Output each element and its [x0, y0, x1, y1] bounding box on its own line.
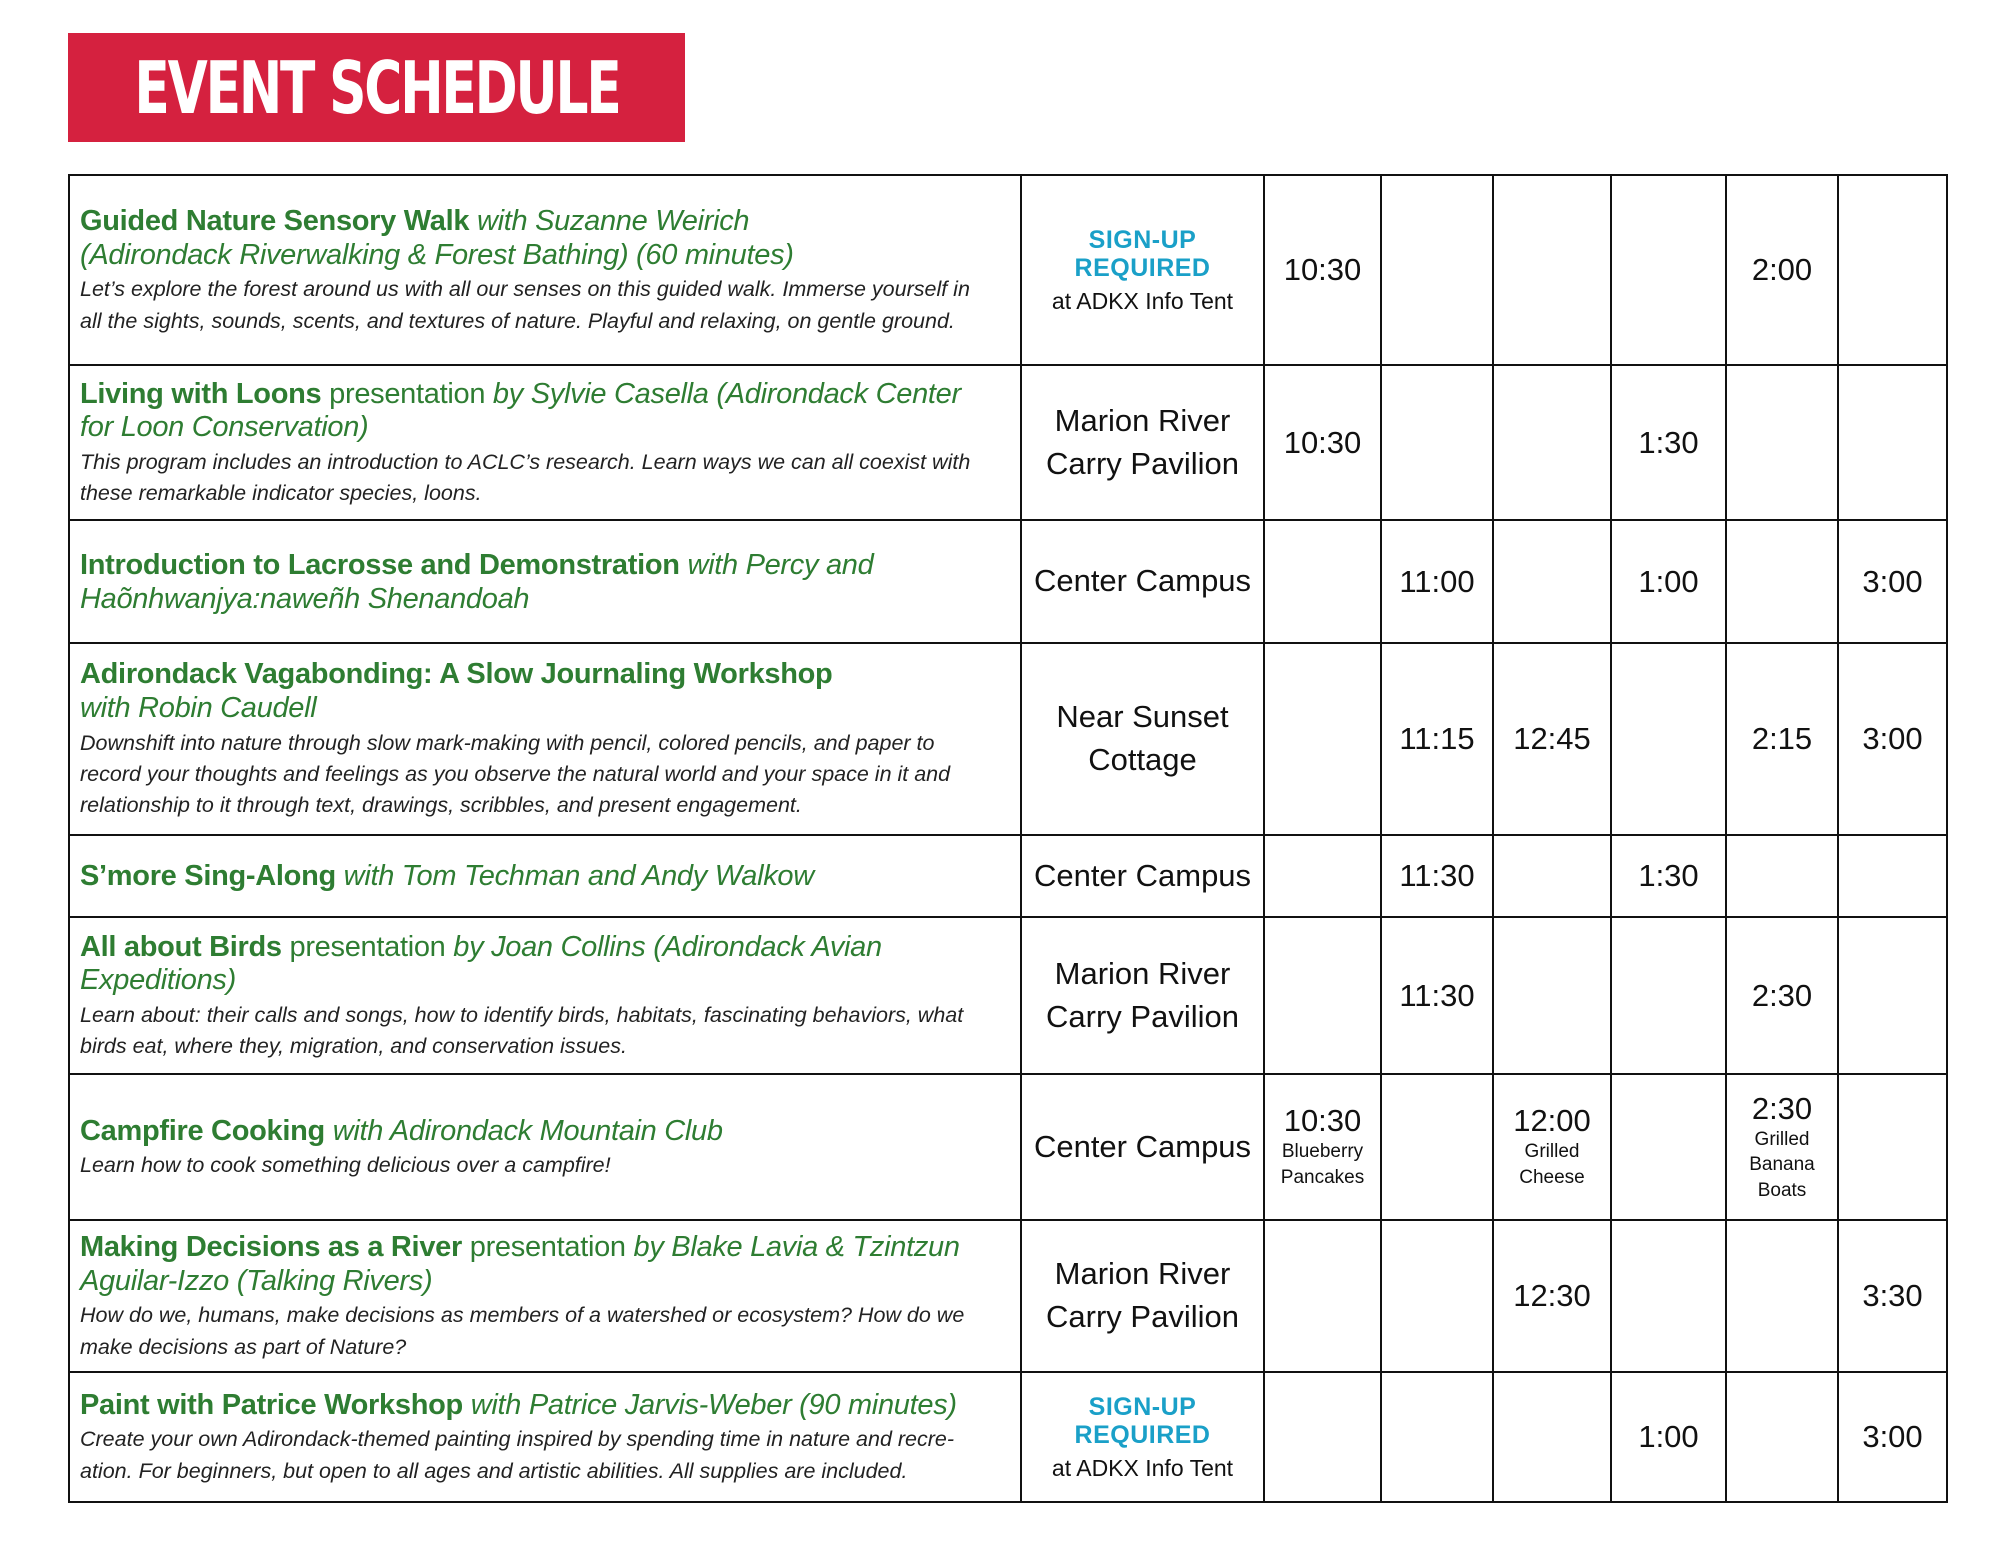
description-line: relationship to it through text, drawings, scribbles, and present engagement. [80, 793, 802, 818]
time-slot-cell [1611, 917, 1726, 1074]
event-title: All about Birds [80, 930, 282, 963]
time-slot-cell [1838, 365, 1947, 520]
event-row [69, 643, 1947, 835]
time-slot-cell [1264, 175, 1381, 365]
time-slot-cell [1726, 1220, 1838, 1372]
time-slot-note: Grilled [1524, 1141, 1580, 1163]
event-title-line [80, 692, 1008, 726]
time-slot-cell [1611, 520, 1726, 643]
event-host: with Suzanne Weirich [476, 205, 750, 237]
signup-required-badge: SIGN-UP [1088, 225, 1197, 254]
event-description-cell [69, 1074, 1021, 1220]
time-slot-note: Pancakes [1280, 1167, 1365, 1188]
time-slot-cell [1381, 1220, 1493, 1372]
time-slot-cell [1838, 175, 1947, 365]
time-slot-cell [1838, 1372, 1947, 1502]
event-location [1022, 696, 1263, 782]
time-slot: 3:00 [1862, 721, 1923, 756]
time-slot-cell [1838, 643, 1947, 835]
event-host: by Blake Lavia & Tzintzun [633, 1231, 960, 1263]
time-slot-cell [1264, 917, 1381, 1074]
time-slot: 3:00 [1862, 563, 1923, 599]
event-description [80, 728, 1008, 822]
time-slot: 3:00 [1862, 1419, 1923, 1454]
event-row [69, 1074, 1947, 1220]
location-line: Marion River [1054, 402, 1231, 438]
event-title: S’more Sing-Along [80, 860, 336, 893]
event-title-line [80, 239, 1008, 273]
time-slot: 12:45 [1513, 721, 1591, 756]
event-location [1022, 1126, 1263, 1169]
time-slot-cell [1493, 835, 1611, 917]
event-row [69, 1220, 1947, 1372]
time-slot-cell [1493, 1074, 1611, 1220]
event-location-cell [1021, 643, 1264, 835]
time-slot-cell [1611, 835, 1726, 917]
location-line: Marion River [1054, 955, 1231, 991]
time-slot-cell [1264, 1074, 1381, 1220]
time-slot: 12:30 [1513, 1278, 1591, 1313]
event-location-cell [1021, 917, 1264, 1074]
time-slot-cell [1493, 520, 1611, 643]
description-line: ation. For beginners, but open to all ages and artistic abilities. All supplies are included. [80, 1458, 908, 1483]
description-line: Create your own Adirondack-themed painting inspired by spending time in nature and recre- [80, 1427, 955, 1452]
event-location-cell [1021, 1074, 1264, 1220]
event-title-line [80, 931, 1008, 965]
description-line: Learn how to cook something delicious over a campfire! [80, 1153, 611, 1178]
time-slot-cell [1611, 1220, 1726, 1372]
event-description [80, 1150, 1008, 1181]
time-slot-cell [1726, 520, 1838, 643]
event-location-cell [1021, 175, 1264, 365]
event-description-cell [69, 643, 1021, 835]
event-title: Paint with Patrice Workshop [80, 1388, 463, 1421]
time-slot-cell [1493, 365, 1611, 520]
event-description-cell [69, 835, 1021, 917]
description-line: these remarkable indicator species, loons. [80, 481, 482, 506]
event-host-continued: Expeditions) [80, 964, 236, 997]
event-host-continued: for Loon Conservation) [80, 411, 369, 444]
time-slot-cell [1493, 175, 1611, 365]
time-slot-cell [1726, 365, 1838, 520]
time-slot: 1:00 [1638, 1419, 1699, 1454]
time-slot-cell [1611, 643, 1726, 835]
location-line: Marion River [1054, 1256, 1231, 1292]
signup-location: at ADKX Info Tent [1051, 287, 1234, 314]
time-slot: 1:30 [1638, 858, 1699, 893]
time-slot-cell [1726, 643, 1838, 835]
time-slot-cell [1264, 1372, 1381, 1502]
time-slot: 11:00 [1399, 563, 1475, 599]
event-description-cell [69, 1372, 1021, 1502]
time-slot: 11:15 [1399, 721, 1475, 756]
event-row [69, 835, 1947, 917]
time-slot-cell [1264, 835, 1381, 917]
schedule-table [68, 174, 1948, 1503]
description-line: This program includes an introduction to ACLC’s research. Learn ways we can all coexist with [80, 449, 971, 474]
time-slot: 12:00 [1513, 1103, 1591, 1139]
time-slot: 1:00 [1638, 563, 1699, 599]
event-host-continued: (Adirondack Riverwalking & Forest Bathing) (60 minutes) [80, 238, 794, 271]
time-slot: 2:15 [1751, 721, 1813, 756]
time-slot-cell [1381, 1372, 1493, 1502]
event-location [1022, 953, 1263, 1039]
time-slot-cell [1493, 643, 1611, 835]
event-host: by Sylvie Casella (Adirondack Center [492, 377, 961, 410]
time-slot-cell [1264, 365, 1381, 520]
time-slot-note: Boats [1757, 1179, 1807, 1201]
event-row [69, 917, 1947, 1074]
time-slot-cell [1381, 365, 1493, 520]
event-host: with Patrice Jarvis-Weber (90 minutes) [470, 1388, 957, 1421]
time-slot: 2:00 [1751, 252, 1813, 287]
event-host-continued: Haõnhwanjya:naweñh Shenandoah [80, 582, 530, 615]
location-line: Center Campus [1033, 1128, 1252, 1164]
event-description [80, 447, 1008, 510]
event-row [69, 520, 1947, 643]
time-slot-cell [1381, 175, 1493, 365]
description-line: Let’s explore the forest around us with all our senses on this guided walk. Immerse yourself in [80, 277, 970, 302]
event-description-cell [69, 917, 1021, 1074]
event-host-continued: with Robin Caudell [80, 691, 317, 724]
time-slot-cell [1381, 917, 1493, 1074]
location-line: Center Campus [1033, 563, 1252, 599]
time-slot-cell [1264, 520, 1381, 643]
description-line: record your thoughts and feelings as you observe the natural world and your space in it and [80, 761, 951, 786]
event-title: Adirondack Vagabonding: A Slow Journaling Workshop [80, 658, 833, 691]
event-title: Introduction to Lacrosse and Demonstration [80, 548, 680, 581]
time-slot-cell [1493, 917, 1611, 1074]
event-title-line [80, 1231, 1008, 1265]
time-slot-cell [1264, 1220, 1381, 1372]
event-row [69, 175, 1947, 365]
event-host: by Joan Collins (Adirondack Avian [453, 930, 882, 963]
event-title-line [80, 378, 1008, 412]
time-slot-cell [1493, 1372, 1611, 1502]
time-slot: 10:30 [1283, 424, 1362, 460]
event-host-continued: Aguilar-Izzo (Talking Rivers) [80, 1264, 433, 1297]
event-description-cell [69, 520, 1021, 643]
time-slot-cell [1381, 1074, 1493, 1220]
time-slot-note: Cheese [1519, 1167, 1585, 1188]
location-line: Carry Pavilion [1046, 998, 1239, 1034]
event-kind: presentation [469, 1231, 626, 1263]
location-line: Center Campus [1033, 857, 1252, 893]
event-title-line [80, 1389, 1008, 1423]
time-slot-cell [1493, 1220, 1611, 1372]
time-slot-cell [1838, 1220, 1947, 1372]
time-slot: 10:30 [1283, 1103, 1362, 1139]
event-row [69, 365, 1947, 520]
time-slot-cell [1381, 520, 1493, 643]
time-slot: 3:30 [1862, 1278, 1923, 1313]
event-location-cell [1021, 1220, 1264, 1372]
time-slot-cell [1838, 1074, 1947, 1220]
event-location [1022, 855, 1263, 898]
event-location-cell [1021, 835, 1264, 917]
event-title-line [80, 1115, 1008, 1149]
time-slot-cell [1611, 365, 1726, 520]
time-slot-cell [1381, 835, 1493, 917]
location-line: Carry Pavilion [1046, 1299, 1239, 1334]
location-line: Near Sunset [1056, 699, 1229, 735]
event-title: Guided Nature Sensory Walk [80, 205, 470, 237]
event-title-line [80, 964, 1008, 998]
event-description [80, 1300, 1008, 1363]
event-title-line [80, 411, 1008, 445]
event-kind: presentation [329, 377, 486, 410]
time-slot-cell [1726, 1074, 1838, 1220]
event-title-line [80, 205, 1008, 239]
event-location [1022, 400, 1263, 486]
description-line: Downshift into nature through slow mark-making with pencil, colored pencils, and paper to [80, 730, 935, 755]
event-description [80, 1000, 1008, 1063]
event-description-cell [69, 175, 1021, 365]
time-slot: 2:30 [1751, 977, 1813, 1013]
event-host: with Adirondack Mountain Club [332, 1114, 723, 1147]
description-line: How do we, humans, make decisions as members of a watershed or ecosystem? How do we [80, 1303, 965, 1328]
event-title-line [80, 549, 1008, 583]
time-slot: 1:30 [1638, 424, 1699, 460]
time-slot-cell [1726, 917, 1838, 1074]
event-location-cell [1021, 365, 1264, 520]
time-slot: 2:30 [1751, 1090, 1813, 1126]
event-host: with Tom Techman and Andy Walkow [343, 860, 814, 893]
event-host: with Percy and [687, 548, 874, 581]
time-slot-cell [1264, 643, 1381, 835]
time-slot-cell [1611, 175, 1726, 365]
event-title: Living with Loons [80, 377, 322, 410]
time-slot-cell [1726, 1372, 1838, 1502]
time-slot-cell [1838, 835, 1947, 917]
time-slot: 11:30 [1399, 858, 1475, 893]
description-line: Learn about: their calls and songs, how to identify birds, habitats, fascinating behaviors, what [80, 1002, 964, 1027]
description-line: all the sights, sounds, scents, and textures of nature. Playful and relaxing, on gentle ground. [80, 308, 955, 333]
event-location-cell [1021, 520, 1264, 643]
signup-location: at ADKX Info Tent [1051, 1454, 1234, 1481]
time-slot: 11:30 [1399, 977, 1475, 1013]
time-slot-note: Banana [1749, 1154, 1815, 1176]
event-description [80, 1424, 1008, 1487]
time-slot-note: Blueberry [1281, 1141, 1364, 1163]
event-location [1022, 560, 1263, 603]
header-banner [68, 33, 685, 142]
signup-required-badge: REQUIRED [1074, 253, 1211, 282]
event-title: Making Decisions as a River [80, 1231, 462, 1263]
time-slot-note: Grilled [1754, 1128, 1810, 1150]
signup-required-badge: SIGN-UP [1088, 1392, 1197, 1421]
time-slot-cell [1726, 175, 1838, 365]
description-line: make decisions as part of Nature? [80, 1334, 407, 1359]
time-slot-cell [1611, 1372, 1726, 1502]
event-row [69, 1372, 1947, 1502]
event-title-line [80, 658, 1008, 692]
location-line: Cottage [1088, 742, 1197, 777]
event-location [1022, 1253, 1263, 1339]
description-line: birds eat, where they, migration, and conservation issues. [80, 1034, 627, 1059]
event-description-cell [69, 365, 1021, 520]
event-location-cell [1021, 1372, 1264, 1502]
event-title-line [80, 860, 1008, 894]
event-description-cell [69, 1220, 1021, 1372]
time-slot-cell [1381, 643, 1493, 835]
time-slot-cell [1611, 1074, 1726, 1220]
time-slot: 10:30 [1283, 252, 1362, 287]
time-slot-cell [1838, 917, 1947, 1074]
event-title-line [80, 583, 1008, 617]
location-line: Carry Pavilion [1046, 445, 1239, 481]
event-title: Campfire Cooking [80, 1114, 325, 1147]
event-description [80, 274, 1008, 337]
event-kind: presentation [289, 930, 446, 963]
event-title-line [80, 1265, 1008, 1299]
page-title: EVENT SCHEDULE [133, 45, 620, 130]
signup-required-badge: REQUIRED [1074, 1420, 1211, 1449]
time-slot-cell [1726, 835, 1838, 917]
time-slot-cell [1838, 520, 1947, 643]
